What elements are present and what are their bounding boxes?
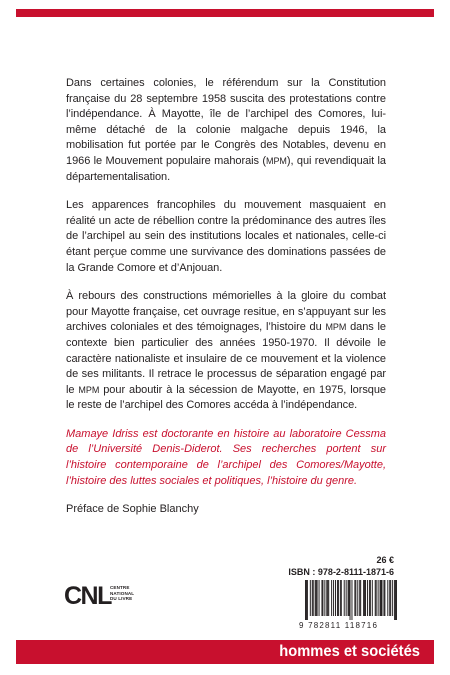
barcode-bar bbox=[344, 580, 345, 616]
cnl-logo-letters: CNL bbox=[64, 582, 111, 610]
acronym: MPM bbox=[78, 384, 100, 395]
price-label: 26 € bbox=[376, 555, 394, 565]
barcode-bar bbox=[328, 580, 329, 616]
barcode-bar bbox=[396, 580, 397, 620]
barcode-bar bbox=[310, 580, 311, 616]
acronym: MPM bbox=[325, 322, 347, 333]
barcode-bar bbox=[351, 580, 352, 620]
text-run: dans le contexte bien particulier des années 1950-1970. Il dévoile le caractère nationaliste et insulaire de ce mouvement et la violence de ses militants. Il retrace le processus de séparation engagé par le bbox=[66, 321, 386, 396]
barcode-bar bbox=[375, 580, 376, 616]
text-run: pour aboutir à la sécession de Mayotte, en 1975, lorsque le reste de l’archipel des Comores accéda à l’indépendance. bbox=[66, 383, 386, 412]
barcode-bar bbox=[363, 580, 364, 616]
barcode-bar bbox=[307, 580, 308, 620]
text-run: À rebours des constructions mémorielles à la gloire du combat pour Mayotte française, cet ouvrage resitue, en s’appuyant sur les archives coloniales et des témoignages, l’histoire du bbox=[66, 290, 386, 334]
barcode-bar bbox=[319, 580, 320, 616]
barcode-bar bbox=[387, 580, 388, 616]
barcode-bar bbox=[317, 580, 318, 616]
barcode-bar bbox=[333, 580, 334, 616]
barcode-bar bbox=[355, 580, 356, 616]
barcode-bar bbox=[337, 580, 338, 616]
barcode-bar bbox=[324, 580, 325, 616]
cnl-logo bbox=[64, 582, 134, 614]
series-bar bbox=[16, 640, 434, 664]
barcode-bar bbox=[306, 580, 307, 620]
text-run: ), qui revendiquait la départementalisation. bbox=[66, 154, 386, 183]
barcode-bar bbox=[354, 580, 355, 616]
barcode-bar bbox=[315, 580, 316, 616]
barcode-bar bbox=[384, 580, 385, 616]
barcode-bar bbox=[360, 580, 361, 616]
barcode-bar bbox=[312, 580, 313, 616]
barcode-bar bbox=[326, 580, 327, 616]
text-run: Les apparences francophiles du mouvement masquaient en réalité un acte de rébellion contre la prédominance des autres îles de l’archipel au sein des institutions locales et nationales, celle-ci étant perçue comme une survivance des dominations passées de la Grande Comore et d’Anjouan. bbox=[66, 199, 386, 274]
back-cover-text bbox=[66, 76, 386, 518]
preface-credit: Préface de Sophie Blanchy bbox=[66, 503, 199, 516]
barcode-bar bbox=[357, 580, 358, 616]
barcode-bar bbox=[322, 580, 323, 616]
isbn-label: ISBN : 978-2-8111-1871-6 bbox=[288, 567, 394, 577]
series-title: hommes et sociétés bbox=[279, 643, 420, 660]
barcode-bar bbox=[338, 580, 339, 616]
acronym: MPM bbox=[266, 155, 287, 166]
cnl-subtitle-line: NATIONAL bbox=[110, 590, 135, 596]
top-accent-bar bbox=[16, 9, 434, 17]
barcode-bar bbox=[389, 580, 390, 616]
barcode-bar bbox=[392, 580, 393, 616]
barcode-bar bbox=[382, 580, 383, 616]
barcode-bar bbox=[331, 580, 332, 616]
barcode-bar bbox=[321, 580, 322, 616]
cnl-subtitle-line: DU LIVRE bbox=[110, 596, 133, 602]
barcode-bar bbox=[394, 580, 395, 620]
barcode-bar bbox=[349, 580, 350, 616]
cnl-subtitle-line: CENTRE bbox=[110, 585, 130, 590]
barcode-bar bbox=[350, 580, 351, 620]
barcode-bar bbox=[316, 580, 317, 616]
barcode-bar bbox=[305, 580, 306, 620]
barcode-bar bbox=[367, 580, 368, 616]
barcode-bar bbox=[340, 580, 341, 616]
barcode-bar bbox=[383, 580, 384, 616]
barcode-bar bbox=[365, 580, 366, 616]
barcode-bar bbox=[372, 580, 373, 616]
barcode-bar bbox=[348, 580, 349, 616]
text-run: Dans certaines colonies, le référendum sur la Constitution française du 28 septembre 1958 suscita des protestations contre l’indépendance. À Mayotte, île de l’archipel des Comores, lui-même détaché de la colonie malgache depuis 1946, la mobilisation fut portée par le Congrès des Notables, devenu en 1966 le Mouvement populaire mahorais ( bbox=[66, 77, 386, 167]
barcode-bar bbox=[346, 580, 347, 616]
barcode-digits: 9 782811 118716 bbox=[299, 621, 379, 630]
paragraph-3 bbox=[66, 289, 386, 414]
author-bio: Mamaye Idriss est doctorante en histoire au laboratoire Cessma de l’Université Denis-Diderot. Ses recherches portent sur l’histoire contemporaine de l’archipel des Comores/Mayotte, l’histoire des luttes sociales et politiques, l’histoire du genre. bbox=[66, 427, 386, 487]
barcode-bar bbox=[364, 580, 365, 616]
barcode-bar bbox=[359, 580, 360, 616]
barcode-bar bbox=[327, 580, 328, 616]
barcode-bar bbox=[380, 580, 381, 616]
barcode-bar bbox=[381, 580, 382, 616]
barcode bbox=[305, 580, 397, 620]
barcode-bar bbox=[369, 580, 370, 616]
barcode-bar bbox=[378, 580, 379, 616]
cnl-logo-subtitle bbox=[110, 585, 140, 602]
barcode-bar bbox=[335, 580, 336, 616]
barcode-bar bbox=[341, 580, 342, 616]
barcode-bar bbox=[370, 580, 371, 616]
paragraph-2 bbox=[66, 198, 386, 276]
barcode-bar bbox=[313, 580, 314, 616]
paragraph-1 bbox=[66, 76, 386, 185]
barcode-bar bbox=[395, 580, 396, 620]
barcode-bar bbox=[390, 580, 391, 616]
barcode-bar bbox=[376, 580, 377, 616]
